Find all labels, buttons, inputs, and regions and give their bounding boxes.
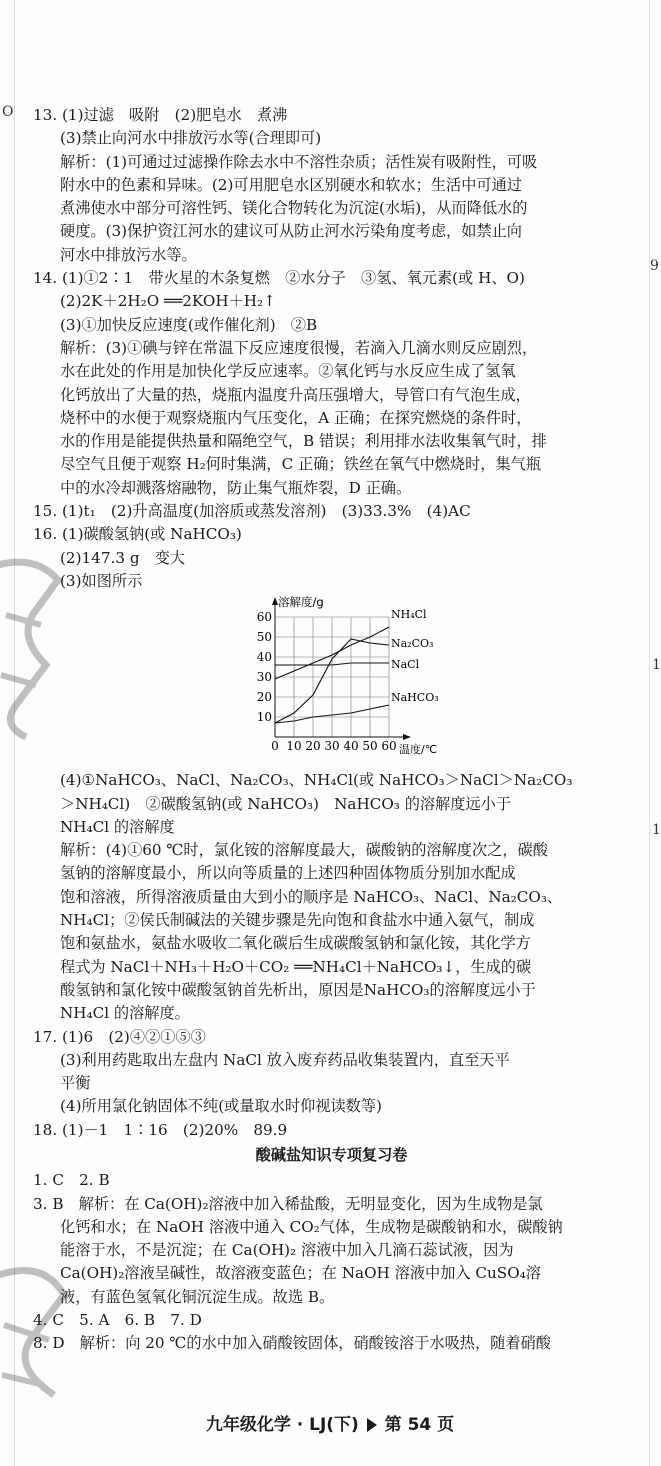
answer-line: 17. (1)6 (2)④②①⑤③ (33, 1027, 206, 1046)
x-tick-label: 40 (343, 739, 359, 754)
solubility-chart-svg (251, 593, 471, 769)
analysis-line: Ca(OH)₂溶液呈碱性，故溶液变蓝色；在 NaOH 溶液中加入 CuSO₄溶 (60, 1264, 541, 1283)
triangle-arrow-icon (367, 1418, 377, 1432)
answer-line: (2)147.3 g 变大 (60, 548, 186, 567)
answer-line: 4. C 5. A 6. B 7. D (33, 1311, 202, 1330)
x-axis-label: 温度/℃ (399, 743, 438, 757)
y-tick-label: 60 (256, 610, 272, 625)
answer-line: 15. (1)t₁ (2)升高温度(加溶质或蒸发溶剂) (3)33.3% (4)AC (33, 502, 471, 521)
analysis-line: 饱和氨盐水，氨盐水吸收二氧化碳后生成碳酸氢钠和氯化铵，其化学方 (60, 934, 531, 953)
answer-line: (3)如图所示 (60, 571, 143, 590)
y-tick-label: 10 (256, 710, 272, 725)
analysis-line: 解析：(1)可通过过滤操作除去水中不溶性杂质；活性炭有吸附性，可吸 (60, 152, 538, 171)
answer-line: 8. D 解析：向 20 ℃的水中加入硝酸铵固体，硝酸铵溶于水吸热，随着硝酸 (33, 1334, 551, 1353)
solubility-chart (251, 593, 471, 769)
answer-line: 14. (1)①2∶1 带火星的木条复燃 ②水分子 ③氢、氧元素(或 H、O) (33, 269, 525, 288)
section-title: 酸碱盐知识专项复习卷 (255, 1145, 408, 1164)
analysis-line: 液，有蓝色氢氧化铜沉淀生成。故选 B。 (60, 1287, 335, 1306)
analysis-line: NH₄Cl；②侯氏制碱法的关键步骤是先向饱和食盐水中通入氨气，制成 (60, 911, 535, 930)
answer-line: NH₄Cl 的溶解度 (60, 817, 175, 836)
right-page-edge (649, 0, 660, 1466)
answer-line: (3)利用药匙取出左盘内 NaCl 放入废弃药品收集装置内，直至天平 (60, 1050, 510, 1069)
analysis-line: 烧杯中的水便于观察烧瓶内气压变化，A 正确；在探究燃烧的条件时， (60, 408, 532, 427)
answer-line: (2)2K＋2H₂O ══2KOH＋H₂↑ (60, 292, 276, 311)
analysis-line: 饱和溶液，所得溶液质量由大到小的顺序是 NaHCO₃、NaCl、Na₂CO₃、 (60, 887, 563, 906)
analysis-line: 河水中排放污水等。 (60, 245, 197, 264)
y-tick-label: 20 (256, 690, 272, 705)
y-axis-label: 溶解度/g (278, 595, 324, 610)
answer-line: (4)所用氯化钠固体不纯(或量取水时仰视读数等) (60, 1097, 382, 1116)
answer-line: (3)①加快反应速度(或作催化剂) ②B (60, 315, 318, 334)
answer-line: 13. (1)过滤 吸附 (2)肥皂水 煮沸 (33, 106, 288, 124)
analysis-line: 水在此处的作用是加快化学反应速率。②氧化钙与水反应生成了氢氧 (60, 362, 516, 381)
x-tick-label: 30 (324, 739, 340, 754)
analysis-line: 氢钠的溶解度最小，所以向等质量的上述四种固体物质分别加水配成 (60, 864, 516, 883)
series-label: NH₄Cl (391, 608, 427, 622)
x-tick-label: 60 (381, 739, 397, 754)
answer-line: 平衡 (60, 1074, 91, 1093)
series-label: NaCl (391, 658, 420, 672)
analysis-line: 程式为 NaCl＋NH₃＋H₂O＋CO₂ ══NH₄Cl＋NaHCO₃↓，生成的碳 (60, 957, 532, 976)
answer-line: (3)禁止向河水中排放污水等(合理即可) (60, 129, 322, 148)
y-tick-label: 50 (256, 630, 272, 645)
analysis-line: 煮沸使水中部分可溶性钙、镁化合物转化为沉淀(水垢)，从而降低水的 (60, 199, 528, 218)
analysis-line: 水的作用是能提供热量和隔绝空气，B 错误；利用排水法收集氧气时，排 (60, 432, 547, 451)
footer-page-number: 第 54 页 (384, 1415, 455, 1435)
analysis-line: 解析：(3)①碘与锌在常温下反应速度很慢，若滴入几滴水则反应剧烈， (60, 338, 538, 357)
analysis-line: 硬度。(3)保护资江河水的建议可从防止河水污染角度考虑，如禁止向 (60, 222, 522, 241)
answer-line: ＞NH₄Cl) ②碳酸氢钠(或 NaHCO₃) NaHCO₃ 的溶解度远小于 (60, 794, 512, 813)
analysis-line: NH₄Cl 的溶解度。 (60, 1004, 190, 1023)
answer-line: 1. C 2. B (33, 1171, 110, 1190)
analysis-line: 尽空气且便于观察 H₂何时集满，C 正确；铁丝在氧气中燃烧时，集气瓶 (60, 455, 542, 474)
answer-content (33, 104, 630, 1356)
analysis-line: 中的水冷却溅落熔融物，防止集气瓶炸裂，D 正确。 (60, 478, 412, 497)
analysis-line: 能溶于水，不是沉淀；在 Ca(OH)₂ 溶液中加入几滴石蕊试液，因为 (60, 1241, 514, 1260)
answer-line: 3. B 解析：在 Ca(OH)₂溶液中加入稀盐酸，无明显变化，因为生成物是氯 (33, 1194, 543, 1213)
right-margin-mark: 1 (652, 822, 661, 838)
y-tick-label: 40 (256, 650, 272, 665)
analysis-line: 酸氢钠和氯化铵中碳酸氢钠首先析出，原因是NaHCO₃的溶解度远小于 (60, 980, 536, 999)
analysis-line: 附水中的色素和异味。(2)可用肥皂水区别硬水和软水；生活中可通过 (60, 175, 522, 194)
footer-book-title: 九年级化学 · LJ(下) (205, 1415, 359, 1435)
x-tick-label: 20 (305, 739, 321, 754)
analysis-line: 化钙和水；在 NaOH 溶液中通入 CO₂气体，生成物是碳酸钠和水，碳酸钠 (60, 1217, 563, 1236)
answer-line: 16. (1)碳酸氢钠(或 NaHCO₃) (33, 525, 242, 544)
answer-line: (4)①NaHCO₃、NaCl、Na₂CO₃、NH₄Cl(或 NaHCO₃＞NaCl＞Na₂CO₃ (60, 771, 573, 790)
series-label: Na₂CO₃ (391, 637, 434, 651)
page-footer (0, 1410, 660, 1435)
answer-line: 18. (1)－1 1∶16 (2)20% 89.9 (33, 1120, 288, 1139)
x-tick-label: 0 (271, 739, 279, 754)
x-tick-label: 10 (286, 739, 302, 754)
left-margin-mark: O (2, 104, 14, 120)
series-label: NaHCO₃ (391, 691, 439, 705)
x-tick-label: 50 (362, 739, 378, 754)
x-axis-arrow-icon (403, 734, 411, 740)
right-margin-mark: 9 (650, 258, 659, 274)
right-margin-mark: 1 (652, 657, 661, 673)
y-tick-label: 30 (256, 670, 272, 685)
analysis-line: 化钙放出了大量的热，烧瓶内温度升高压强增大，导管口有气泡生成， (60, 385, 531, 404)
analysis-line: 解析：(4)①60 ℃时，氯化铵的溶解度最大，碳酸钠的溶解度次之，碳酸 (60, 841, 548, 860)
